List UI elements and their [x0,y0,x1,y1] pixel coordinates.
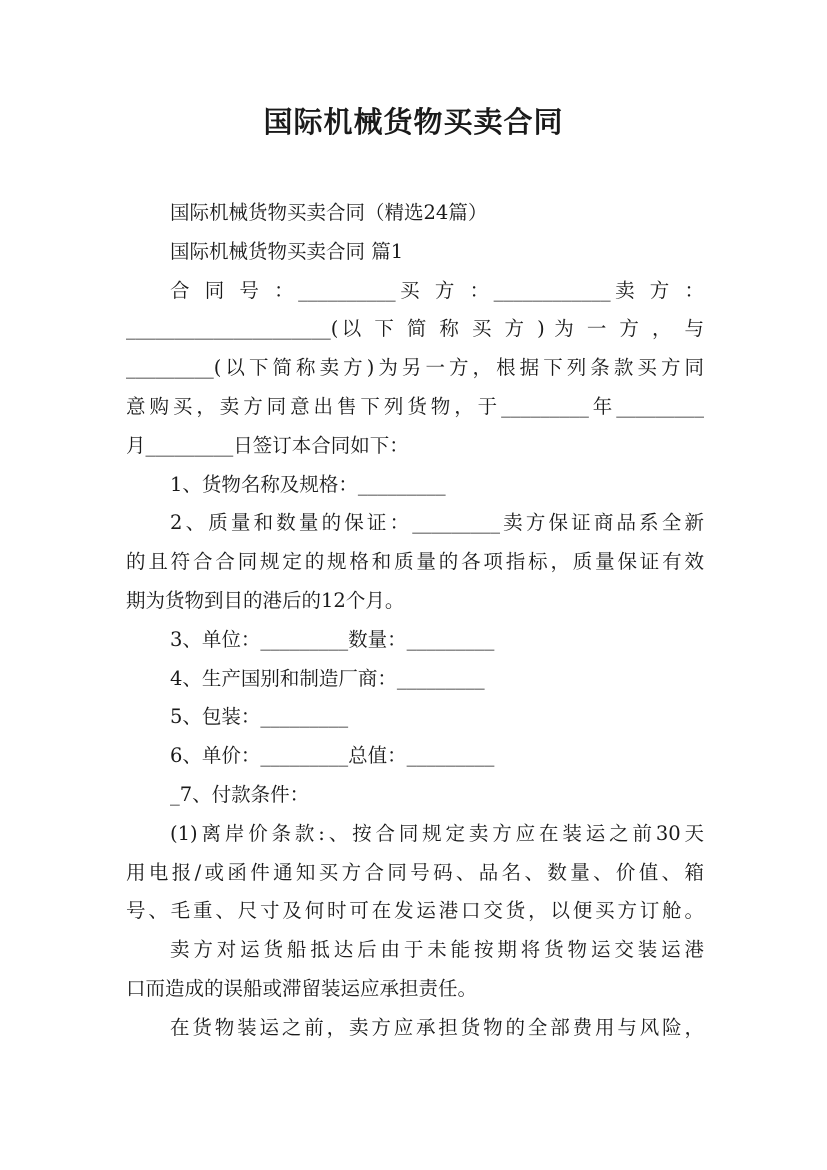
text-line: 5、包装：_________ [170,705,349,729]
text-line: 月_________日签订本合同如下： [126,433,409,457]
text-line: 合 同 号 ：__________买 方 ：____________卖 方 ： [170,278,704,302]
text-line: 6、单价：_________总值：_________ [170,744,495,768]
text-line: 号、毛重、尺寸及何时可在发运港口交货，以便买方订舱。 [126,899,704,923]
text-line: 国际机械货物买卖合同 篇1 [170,239,404,263]
text-line: _7、付款条件： [170,782,310,806]
text-line: 卖方对运货船抵达后由于未能按期将货物运交装运港 [170,938,704,962]
text-line: 2、质量和数量的保证：_________卖方保证商品系全新 [170,511,704,535]
text-line: 3、单位：_________数量：_________ [170,627,495,651]
text-line: 在货物装运之前，卖方应承担货物的全部费用与风险， [170,1015,704,1039]
text-line: 意购买，卖方同意出售下列货物，于_________年_________ [126,394,704,418]
text-line: 期为货物到目的港后的12个月。 [126,588,405,612]
text-line: 用电报/或函件通知买方合同号码、品名、数量、价值、箱 [126,860,704,884]
text-line: 4、生产国别和制造厂商：_________ [170,666,485,690]
text-line: 的且符合合同规定的规格和质量的各项指标，质量保证有效 [126,550,704,574]
text-line: 口而造成的误船或滞留装运应承担责任。 [126,976,478,1000]
document-body [126,194,704,1048]
text-line: _____________________(以 下 简 称 买 方 ) 为 一 方 ， 与 [126,317,704,341]
text-line: 1、货物名称及规格：_________ [170,472,446,496]
document-title: 国际机械货物买卖合同 [263,105,564,139]
text-line: (1)离岸价条款:、按合同规定卖方应在装运之前30天 [170,821,704,845]
text-line: _________(以下简称卖方)为另一方，根据下列条款买方同 [126,356,704,380]
text-line: 国际机械货物买卖合同（精选24篇） [170,201,488,224]
